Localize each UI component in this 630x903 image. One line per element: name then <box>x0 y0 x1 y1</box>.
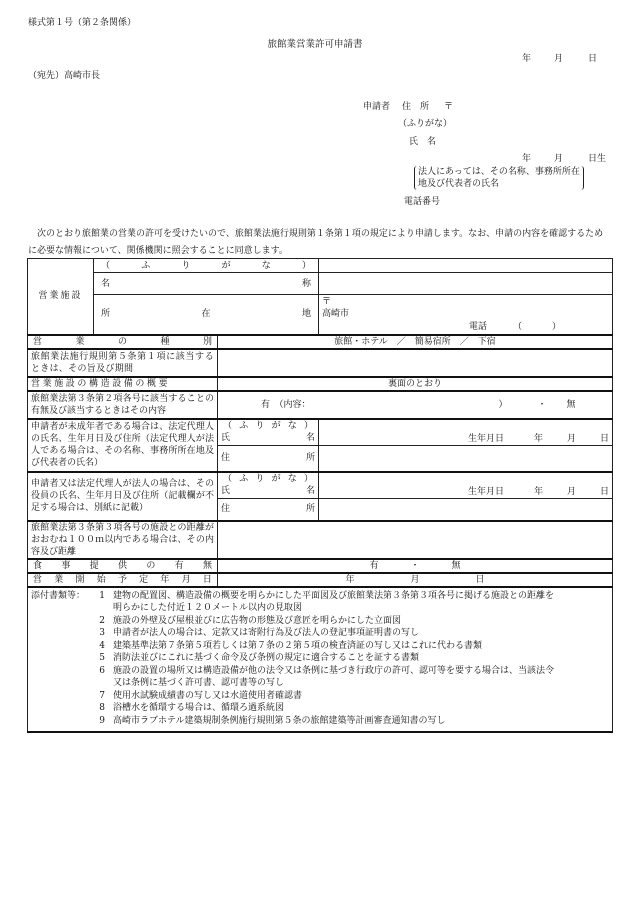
birth-month: 月 <box>566 487 576 497</box>
label-char: 予 <box>117 574 127 585</box>
label-char: な <box>261 260 271 271</box>
start-year: 年 <box>345 574 355 585</box>
attachments-list <box>91 590 609 728</box>
phone-paren-open: （ <box>513 321 523 332</box>
birth-day: 日生 <box>588 154 607 164</box>
label-char: 所 <box>305 453 315 464</box>
label-char: 有 <box>174 560 184 571</box>
birth-month: 月 <box>566 434 576 444</box>
form-number: 様式第１号（第２条関係） <box>28 18 137 28</box>
label-char: 名 <box>305 433 315 444</box>
item-text: 又は条例に基づく許可書、認可書等の写し <box>113 678 285 688</box>
facility-label: 営業施設 <box>28 259 94 335</box>
corp-officer-label: 申請者又は法定代理人が法人の場合は、その役員の氏名、生年月日及び住所（記載欄が不足する場合は、別紙に記載） <box>28 472 218 521</box>
item-no <box>91 602 105 615</box>
attachment-item <box>91 652 609 665</box>
label-char: 称 <box>301 278 311 289</box>
article3-close: ） <box>498 399 508 410</box>
corporate-note <box>414 166 584 190</box>
item-text: 明らかにした付近１２０メートル以内の見取図 <box>113 603 303 613</box>
minor-address-value[interactable] <box>319 446 613 472</box>
type-options[interactable]: 旅館・ホテル ／ 簡易宿所 ／ 下宿 <box>218 335 613 349</box>
phone-label: 電話 <box>469 321 488 332</box>
item-text: 建物の配置図、構造設備の概要を明らかにした平面図及び旅館業法第３条第３項各号に掲げる施設との距離を <box>113 590 555 601</box>
label-char: 事 <box>61 560 71 571</box>
corporate-note-line-2: 地及び代表者の氏名 <box>418 179 500 189</box>
attachment-item <box>91 715 609 728</box>
attachment-item <box>91 640 609 653</box>
label-char: 無 <box>202 560 212 571</box>
birth-year: 年 <box>522 154 532 164</box>
label-char: （ <box>101 260 111 271</box>
meal-no: 無 <box>451 560 461 571</box>
label-char: 業 <box>54 574 64 585</box>
page-title: 旅館業営業許可申請書 <box>267 39 363 50</box>
label-char: 所 <box>101 309 111 320</box>
label-char: が <box>221 260 231 271</box>
item-text: 消防法並びにこれに基づく命令及び条例の規定に適合することを証する書類 <box>113 653 420 663</box>
location-city: 高崎市 <box>322 309 350 319</box>
start-month: 月 <box>410 574 420 585</box>
date-year: 年 <box>522 54 532 64</box>
meal-dot: ・ <box>410 560 420 571</box>
item-text: 建築基準法第７条第５項若しくは第７条の２第５項の検査済証の写し又はこれに代わる書類 <box>113 640 483 651</box>
item-text: 施設の設置の場所又は構造設備が他の法令又は条例に基づき行政庁の許可、認可等を要する場合は、当該法令 <box>113 665 555 676</box>
item-no: 3 <box>99 628 105 638</box>
label-char: 名 <box>101 278 111 289</box>
facility-name-value[interactable] <box>319 273 613 295</box>
label-char: の <box>146 560 156 571</box>
item-no: 9 <box>99 715 105 726</box>
label-char: 種 <box>160 336 170 347</box>
label-char: 年 <box>160 574 170 585</box>
label-char: 提 <box>89 560 99 571</box>
attachments-label: 添付書類等： <box>31 590 86 601</box>
birth-day: 日 <box>599 434 609 444</box>
label-char: 月 <box>181 574 191 585</box>
label-char: 地 <box>301 309 311 320</box>
item-text: 申請者が法人の場合は、定款又は寄附行為及び法人の登記事項証明書の写し <box>113 628 420 638</box>
applicant-phone-label: 電話番号 <box>404 197 441 207</box>
application-table <box>27 258 613 733</box>
article3-label: 旅館業法第３条第２項各号に該当することの有無及び該当するときはその内容 <box>28 391 218 419</box>
corp-address-header <box>218 499 319 521</box>
birthdate-label: 生年月日 <box>467 487 504 497</box>
minor-label: 申請者が未成年者である場合は、法定代理人の氏名、生年月日及び住所（法定代理人が法人である場合は、その名称、事務所所在地及び代表者の氏名） <box>28 419 218 472</box>
label-char: ふ <box>239 474 249 485</box>
item-text: 浴槽水を循環する場合は、循環ろ過系統図 <box>113 703 285 713</box>
label-char: 別 <box>202 336 212 347</box>
item-text: 施設の外壁及び屋根並びに広告物の形態及び意匠を明らかにした立面図 <box>113 615 402 626</box>
facility-phone <box>469 321 561 333</box>
start-date-value[interactable] <box>218 573 613 587</box>
label-char: の <box>117 336 127 347</box>
addressee: （宛先）高崎市長 <box>28 71 101 81</box>
attachment-item <box>91 590 609 603</box>
birth-month: 月 <box>554 154 564 164</box>
item-no: 5 <box>99 653 105 663</box>
minor-furigana-name-header <box>218 419 319 446</box>
phone-paren-close: ） <box>552 321 562 332</box>
corp-address-value[interactable] <box>319 499 613 521</box>
rule5-label: 旅館業法施行規則第５条第１項に該当するときは、その旨及び期間 <box>28 349 218 377</box>
label-char: な <box>287 474 297 485</box>
label-char: 業 <box>75 336 85 347</box>
article3-dot: ・ <box>537 399 547 410</box>
start-date-label <box>28 573 218 587</box>
item-no: 8 <box>99 703 105 713</box>
label-char: り <box>255 421 265 432</box>
facility-furigana-header <box>94 259 319 273</box>
corp-name-value[interactable] <box>319 472 613 499</box>
label-char: り <box>255 474 265 485</box>
label-char: り <box>181 260 191 271</box>
item-no: 2 <box>99 615 105 626</box>
applicant-name-label: 氏 名 <box>409 137 437 147</box>
label-char: （ <box>223 421 233 432</box>
type-label <box>28 335 218 349</box>
applicant-furigana-label: （ふりがな） <box>398 119 453 129</box>
minor-address-header <box>218 446 319 472</box>
label-char: 日 <box>202 574 212 585</box>
birth-day: 日 <box>599 487 609 497</box>
attachment-item <box>91 702 609 715</box>
label-char: 氏 <box>221 433 231 444</box>
item-no: 4 <box>99 640 105 651</box>
facility-name-header <box>94 273 319 295</box>
facility-location-value[interactable] <box>319 295 613 335</box>
label-char: 住 <box>221 504 231 515</box>
distance-label: 旅館業法第３条第３項各号の施設との距離がおおむね１００ｍ以内である場合は、その内容及び距離 <box>28 521 218 559</box>
facility-location-header <box>94 295 319 335</box>
label-char: ） <box>303 474 313 485</box>
applicant-label: 申請者 <box>363 102 391 112</box>
item-text: 使用水試験成績書の写し又は水道使用者確認書 <box>113 690 303 701</box>
label-char: ふ <box>141 260 151 271</box>
label-char: が <box>271 421 281 432</box>
structure-label: 営業施設の構造設備の概要 <box>28 377 218 391</box>
corporate-note-line-1: 法人にあっては、その名称、事務所所在 <box>418 167 580 177</box>
location-postal-mark: 〒 <box>322 297 332 307</box>
label-char: な <box>287 421 297 432</box>
attachment-item <box>91 627 609 640</box>
attachment-item <box>91 602 609 615</box>
label-char: 開 <box>75 574 85 585</box>
label-char: が <box>271 474 281 485</box>
label-char: 所 <box>305 504 315 515</box>
label-char: ） <box>301 260 311 271</box>
item-no: 1 <box>99 590 105 601</box>
rule5-value[interactable] <box>218 349 613 377</box>
attachment-item <box>91 615 609 628</box>
date-month: 月 <box>554 54 564 64</box>
structure-value: 裏面のとおり <box>218 377 613 391</box>
article3-yes: 有 （内容： <box>261 399 311 410</box>
label-char: ふ <box>239 421 249 432</box>
applicant-postal-mark: 〒 <box>444 102 454 112</box>
minor-name-value[interactable] <box>319 419 613 446</box>
label-char: 供 <box>117 560 127 571</box>
label-char: 営 <box>33 336 43 347</box>
label-char: 氏 <box>221 486 231 497</box>
birth-year: 年 <box>533 434 543 444</box>
label-char: 定 <box>139 574 149 585</box>
birthdate-label: 生年月日 <box>467 434 504 444</box>
corp-furigana-name-header <box>218 472 319 499</box>
item-no <box>91 677 105 690</box>
meal-yes: 有 <box>369 560 379 571</box>
attachment-item <box>91 677 609 690</box>
article3-no: 無 <box>566 399 576 410</box>
item-no: 6 <box>99 665 105 676</box>
item-no: 7 <box>99 690 105 701</box>
label-char: 始 <box>96 574 106 585</box>
article3-value[interactable] <box>218 391 613 419</box>
attachment-item <box>91 690 609 703</box>
label-char: 在 <box>201 309 211 320</box>
label-char: 住 <box>221 453 231 464</box>
label-char: 名 <box>305 486 315 497</box>
intro-text: 次のとおり旅館業の営業の許可を受けたいので、旅館業法施行規則第１条第１項の規定により申請します。なお、申請の内容を確認するために必要な情報について、関係機関に照会することに同意します。 <box>28 229 604 256</box>
birth-year: 年 <box>533 487 543 497</box>
applicant-address-label: 住 所 <box>402 102 430 112</box>
label-char: ） <box>303 421 313 432</box>
start-day: 日 <box>475 574 485 585</box>
item-text: 高崎市ラブホテル建築規制条例施行規則第５条の旅館建築等計画審査通知書の写し <box>113 715 446 726</box>
facility-furigana-value[interactable] <box>319 259 613 273</box>
label-char: （ <box>223 474 233 485</box>
label-char: 食 <box>33 560 43 571</box>
attachment-item <box>91 665 609 678</box>
attachments-section <box>28 587 613 733</box>
label-char: 営 <box>33 574 43 585</box>
meal-value[interactable] <box>218 559 613 573</box>
date-day: 日 <box>588 54 598 64</box>
distance-value[interactable] <box>218 521 613 559</box>
meal-label <box>28 559 218 573</box>
